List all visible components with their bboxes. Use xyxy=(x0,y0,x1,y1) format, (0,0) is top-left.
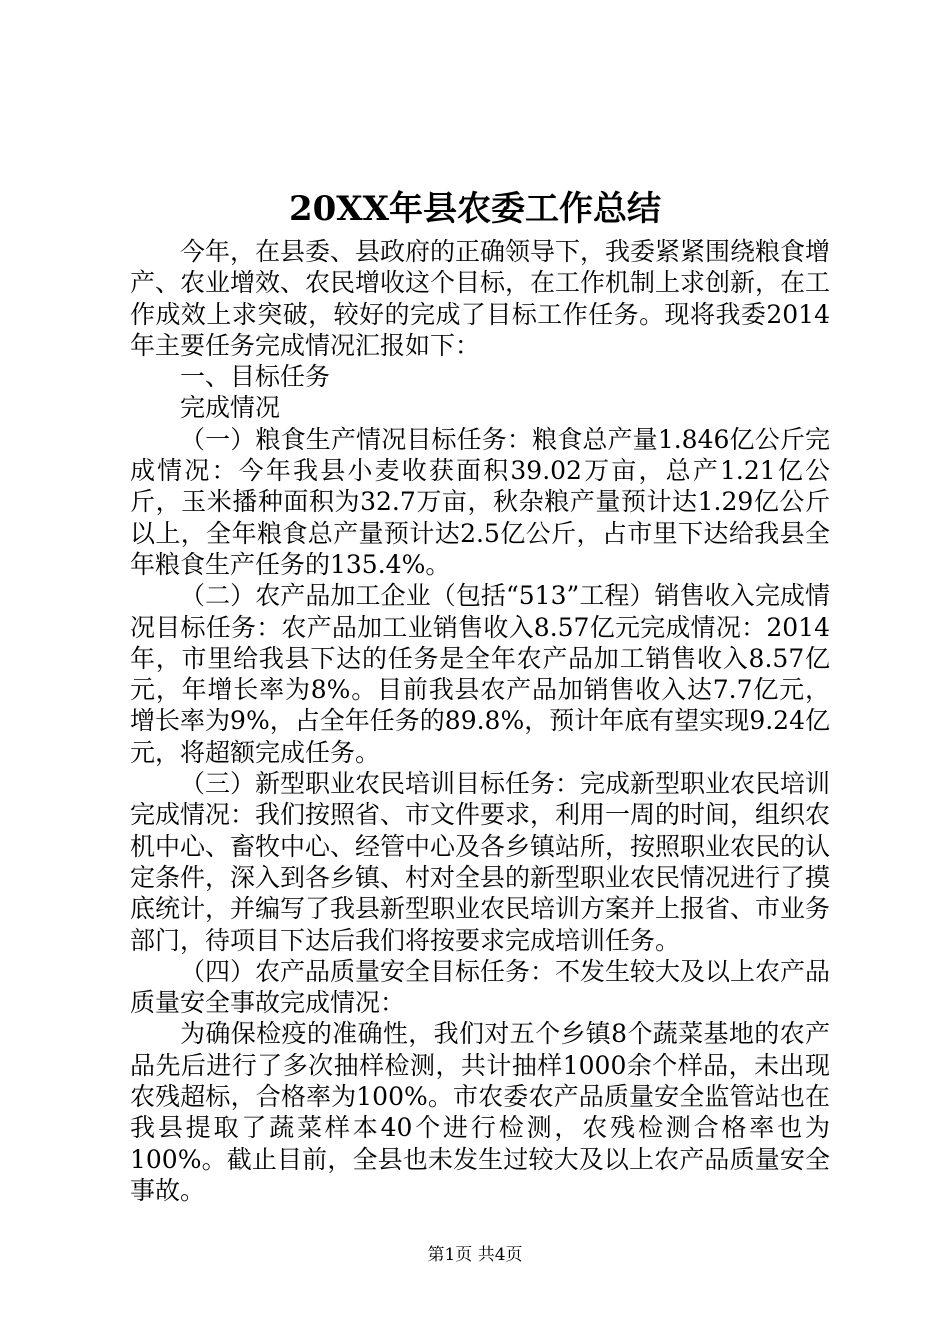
paragraph-inspection-results: 为确保检疫的准确性，我们对五个乡镇8个蔬菜基地的农产品先后进行了多次抽样检测，共计抽样1000余个样品，未出现农残超标，合格率为100%。市农委农产品质量安全监管站也在我县提取了蔬菜样本40个进行检测，农残检测合格率也为100%。截止目前，全县也未发生过较大及以上农产品质量安全事故。 xyxy=(130,1019,830,1205)
paragraph-farmer-training: （三）新型职业农民培训目标任务：完成新型职业农民培训完成情况：我们按照省、市文件要求，利用一周的时间，组织农机中心、畜牧中心、经管中心及各乡镇站所，按照职业农民的认定条件，深入到各乡镇、村对全县的新型职业农民情况进行了摸底统计，并编写了我县新型职业农民培训方案并上报省、市业务部门，待项目下达后我们将按要求完成培训任务。 xyxy=(130,769,831,955)
paragraph-quality-safety: （四）农产品质量安全目标任务：不发生较大及以上农产品质量安全事故完成情况： xyxy=(130,956,831,1018)
intro-paragraph: 今年，在县委、县政府的正确领导下，我委紧紧围绕粮食增产、农业增效、农民增收这个目标，在工作机制上求创新，在工作成效上求突破，较好的完成了目标工作任务。现将我委2014年主要任务完成情况汇报如下： xyxy=(130,237,831,360)
paragraph-grain-production: （一）粮食生产情况目标任务：粮食总产量1.846亿公斤完成情况：今年我县小麦收获面积39.02万亩，总产1.21亿公斤，玉米播种面积为32.7万亩，秋杂粮产量预计达1.29亿公斤以上，全年粮食总产量预计达2.5亿公斤，占市里下达给我县全年粮食生产任务的135.4%。 xyxy=(130,424,830,579)
section-heading-targets: 一、目标任务 xyxy=(180,362,331,392)
document-body xyxy=(130,236,830,1206)
page-number: 第1页 共4页 xyxy=(427,1245,523,1265)
paragraph-agri-processing: （二）农产品加工企业（包括“513”工程）销售收入完成情况目标任务：农产品加工业销售收入8.57亿元完成情况：2014年，市里给我县下达的任务是全年农产品加工销售收入8.57亿元，年增长率为8%。目前我县农产品加销售收入达7.7亿元，增长率为9%，占全年任务的89.8%，预计年底有望实现9.24亿元，将超额完成任务。 xyxy=(130,581,830,767)
subheading-completion: 完成情况 xyxy=(180,393,281,423)
document-title: 20XX年县农委工作总结 xyxy=(288,189,662,229)
